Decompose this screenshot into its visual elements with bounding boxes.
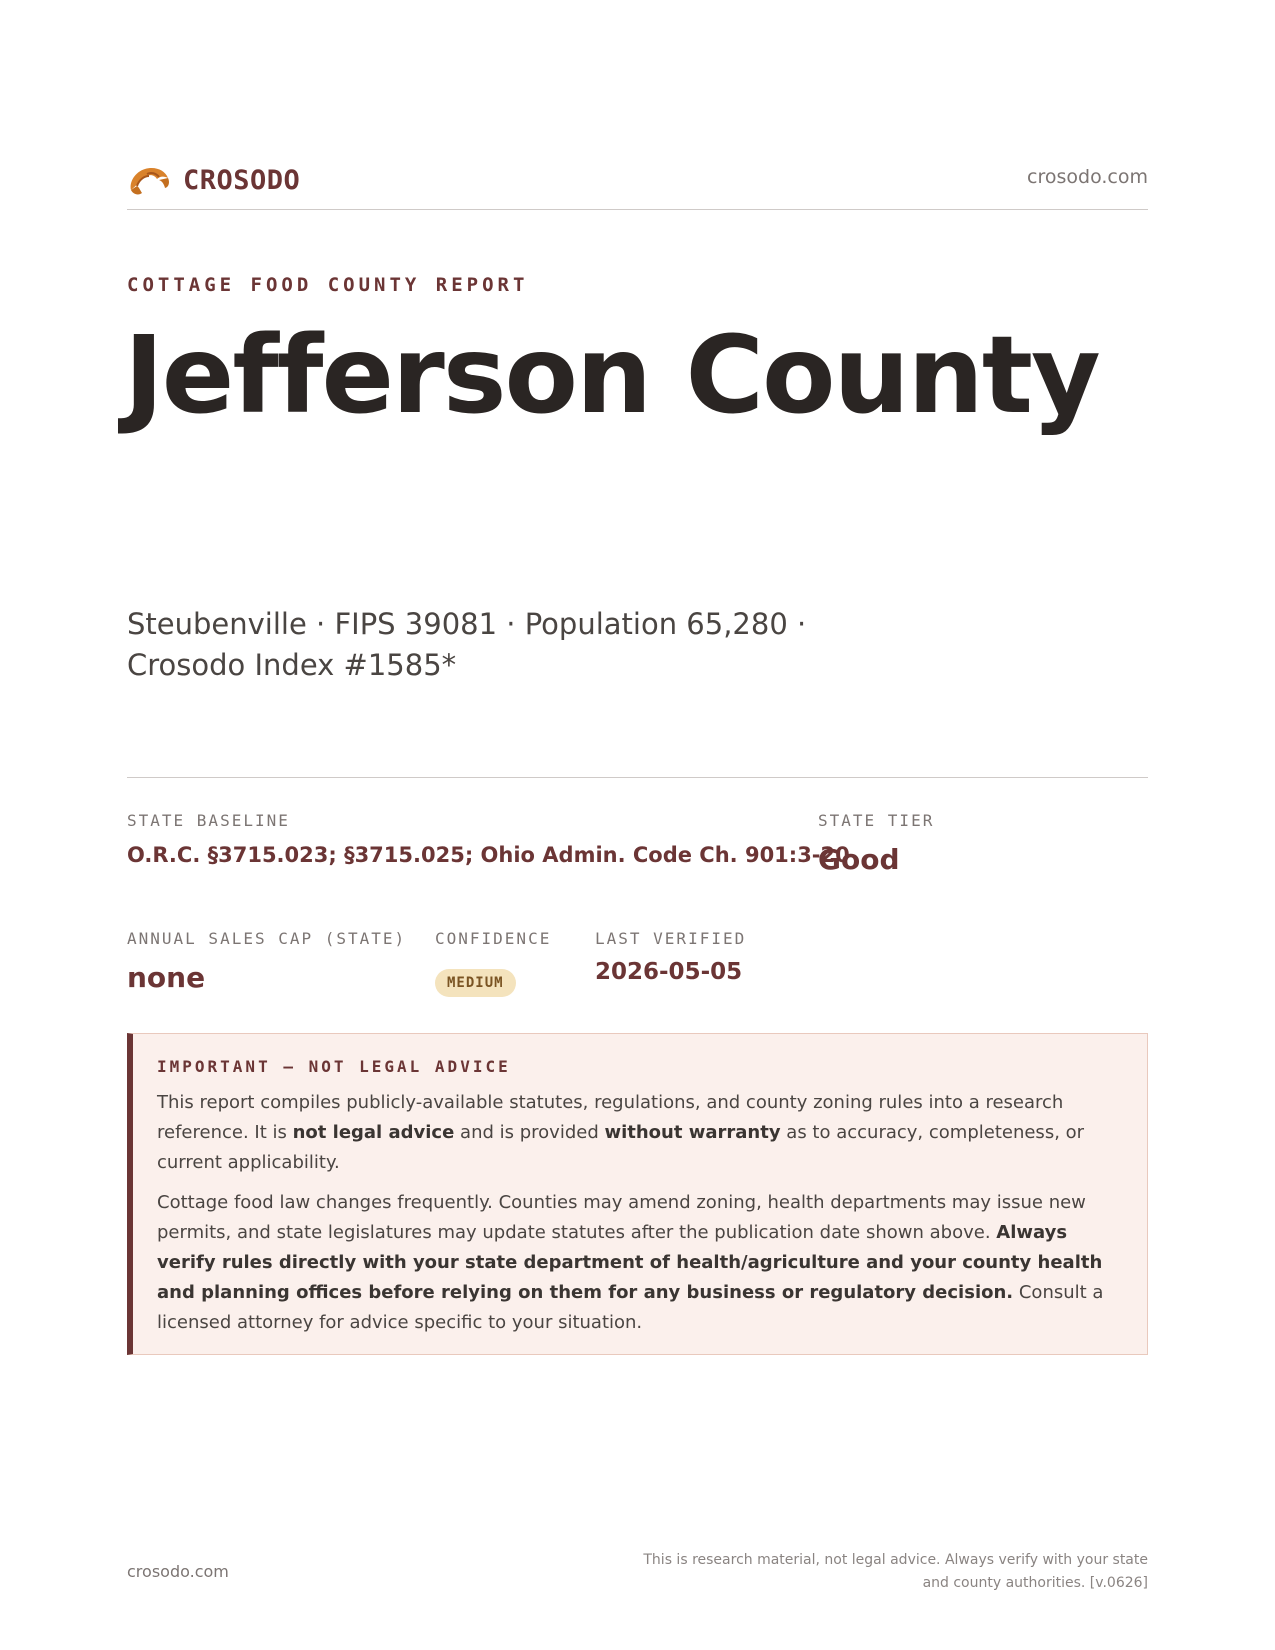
footer-disclaimer-line: This is research material, not legal advice. Always verify with your state <box>643 1552 1148 1568</box>
page-header <box>127 150 1148 210</box>
page-title: Jefferson County <box>124 314 1099 438</box>
footer-site-link[interactable]: crosodo.com <box>127 1562 229 1581</box>
disclaimer-emphasis: without warranty <box>604 1122 781 1143</box>
county-subtitle: Steubenville · FIPS 39081 · Population 65,280 · Crosodo Index #1585* <box>127 607 807 682</box>
report-kicker: COTTAGE FOOD COUNTY REPORT <box>127 274 529 296</box>
croissant-icon <box>127 160 171 200</box>
disclaimer-emphasis: not legal advice <box>292 1122 455 1143</box>
disclaimer-text: Cottage food law changes frequently. Counties may amend zoning, health departments may issue new permits, and state legislatures may update statutes after the publication date shown above. <box>157 1192 1086 1243</box>
meta-divider <box>127 777 1148 778</box>
disclaimer-emphasis: Always verify rules directly with your state department of health/agriculture and your county health and planning offices before relying on them for any business or regulatory decision. <box>157 1222 1103 1303</box>
confidence-badge: MEDIUM <box>435 969 516 997</box>
disclaimer-text: as to accuracy, completeness, or current applicability. <box>157 1122 1085 1173</box>
header-divider <box>127 209 1148 210</box>
disclaimer-paragraph-1 <box>157 1088 1121 1178</box>
footer-disclaimer <box>628 1549 1148 1595</box>
brand-name: CROSODO <box>183 164 301 196</box>
legal-disclaimer-callout <box>127 1033 1148 1355</box>
disclaimer-text: and is provided <box>454 1122 605 1143</box>
sales-cap-value: none <box>127 961 206 994</box>
last-verified-value: 2026-05-05 <box>595 959 743 985</box>
last-verified-label: LAST VERIFIED <box>595 929 747 948</box>
sales-cap-label: ANNUAL SALES CAP (STATE) <box>127 929 407 948</box>
disclaimer-text: Consult a licensed attorney for advice specific to your situation. <box>157 1282 1104 1333</box>
state-tier-label: STATE TIER <box>818 811 935 830</box>
state-tier-value: Good <box>818 843 900 876</box>
disclaimer-text: This report compiles publicly-available statutes, regulations, and county zoning rules into a research reference. It is <box>157 1092 1064 1143</box>
confidence-label: CONFIDENCE <box>435 929 552 948</box>
site-url-link[interactable]: crosodo.com <box>1027 166 1148 188</box>
brand[interactable] <box>127 160 300 200</box>
state-baseline-label: STATE BASELINE <box>127 811 290 830</box>
state-baseline-value: O.R.C. §3715.023; §3715.025; Ohio Admin. Code Ch. 901:3-20 <box>127 843 850 867</box>
footer-disclaimer-line: and county authorities. [v.0626] <box>922 1575 1148 1591</box>
callout-title: IMPORTANT — NOT LEGAL ADVICE <box>157 1057 511 1076</box>
disclaimer-paragraph-2 <box>157 1188 1121 1338</box>
